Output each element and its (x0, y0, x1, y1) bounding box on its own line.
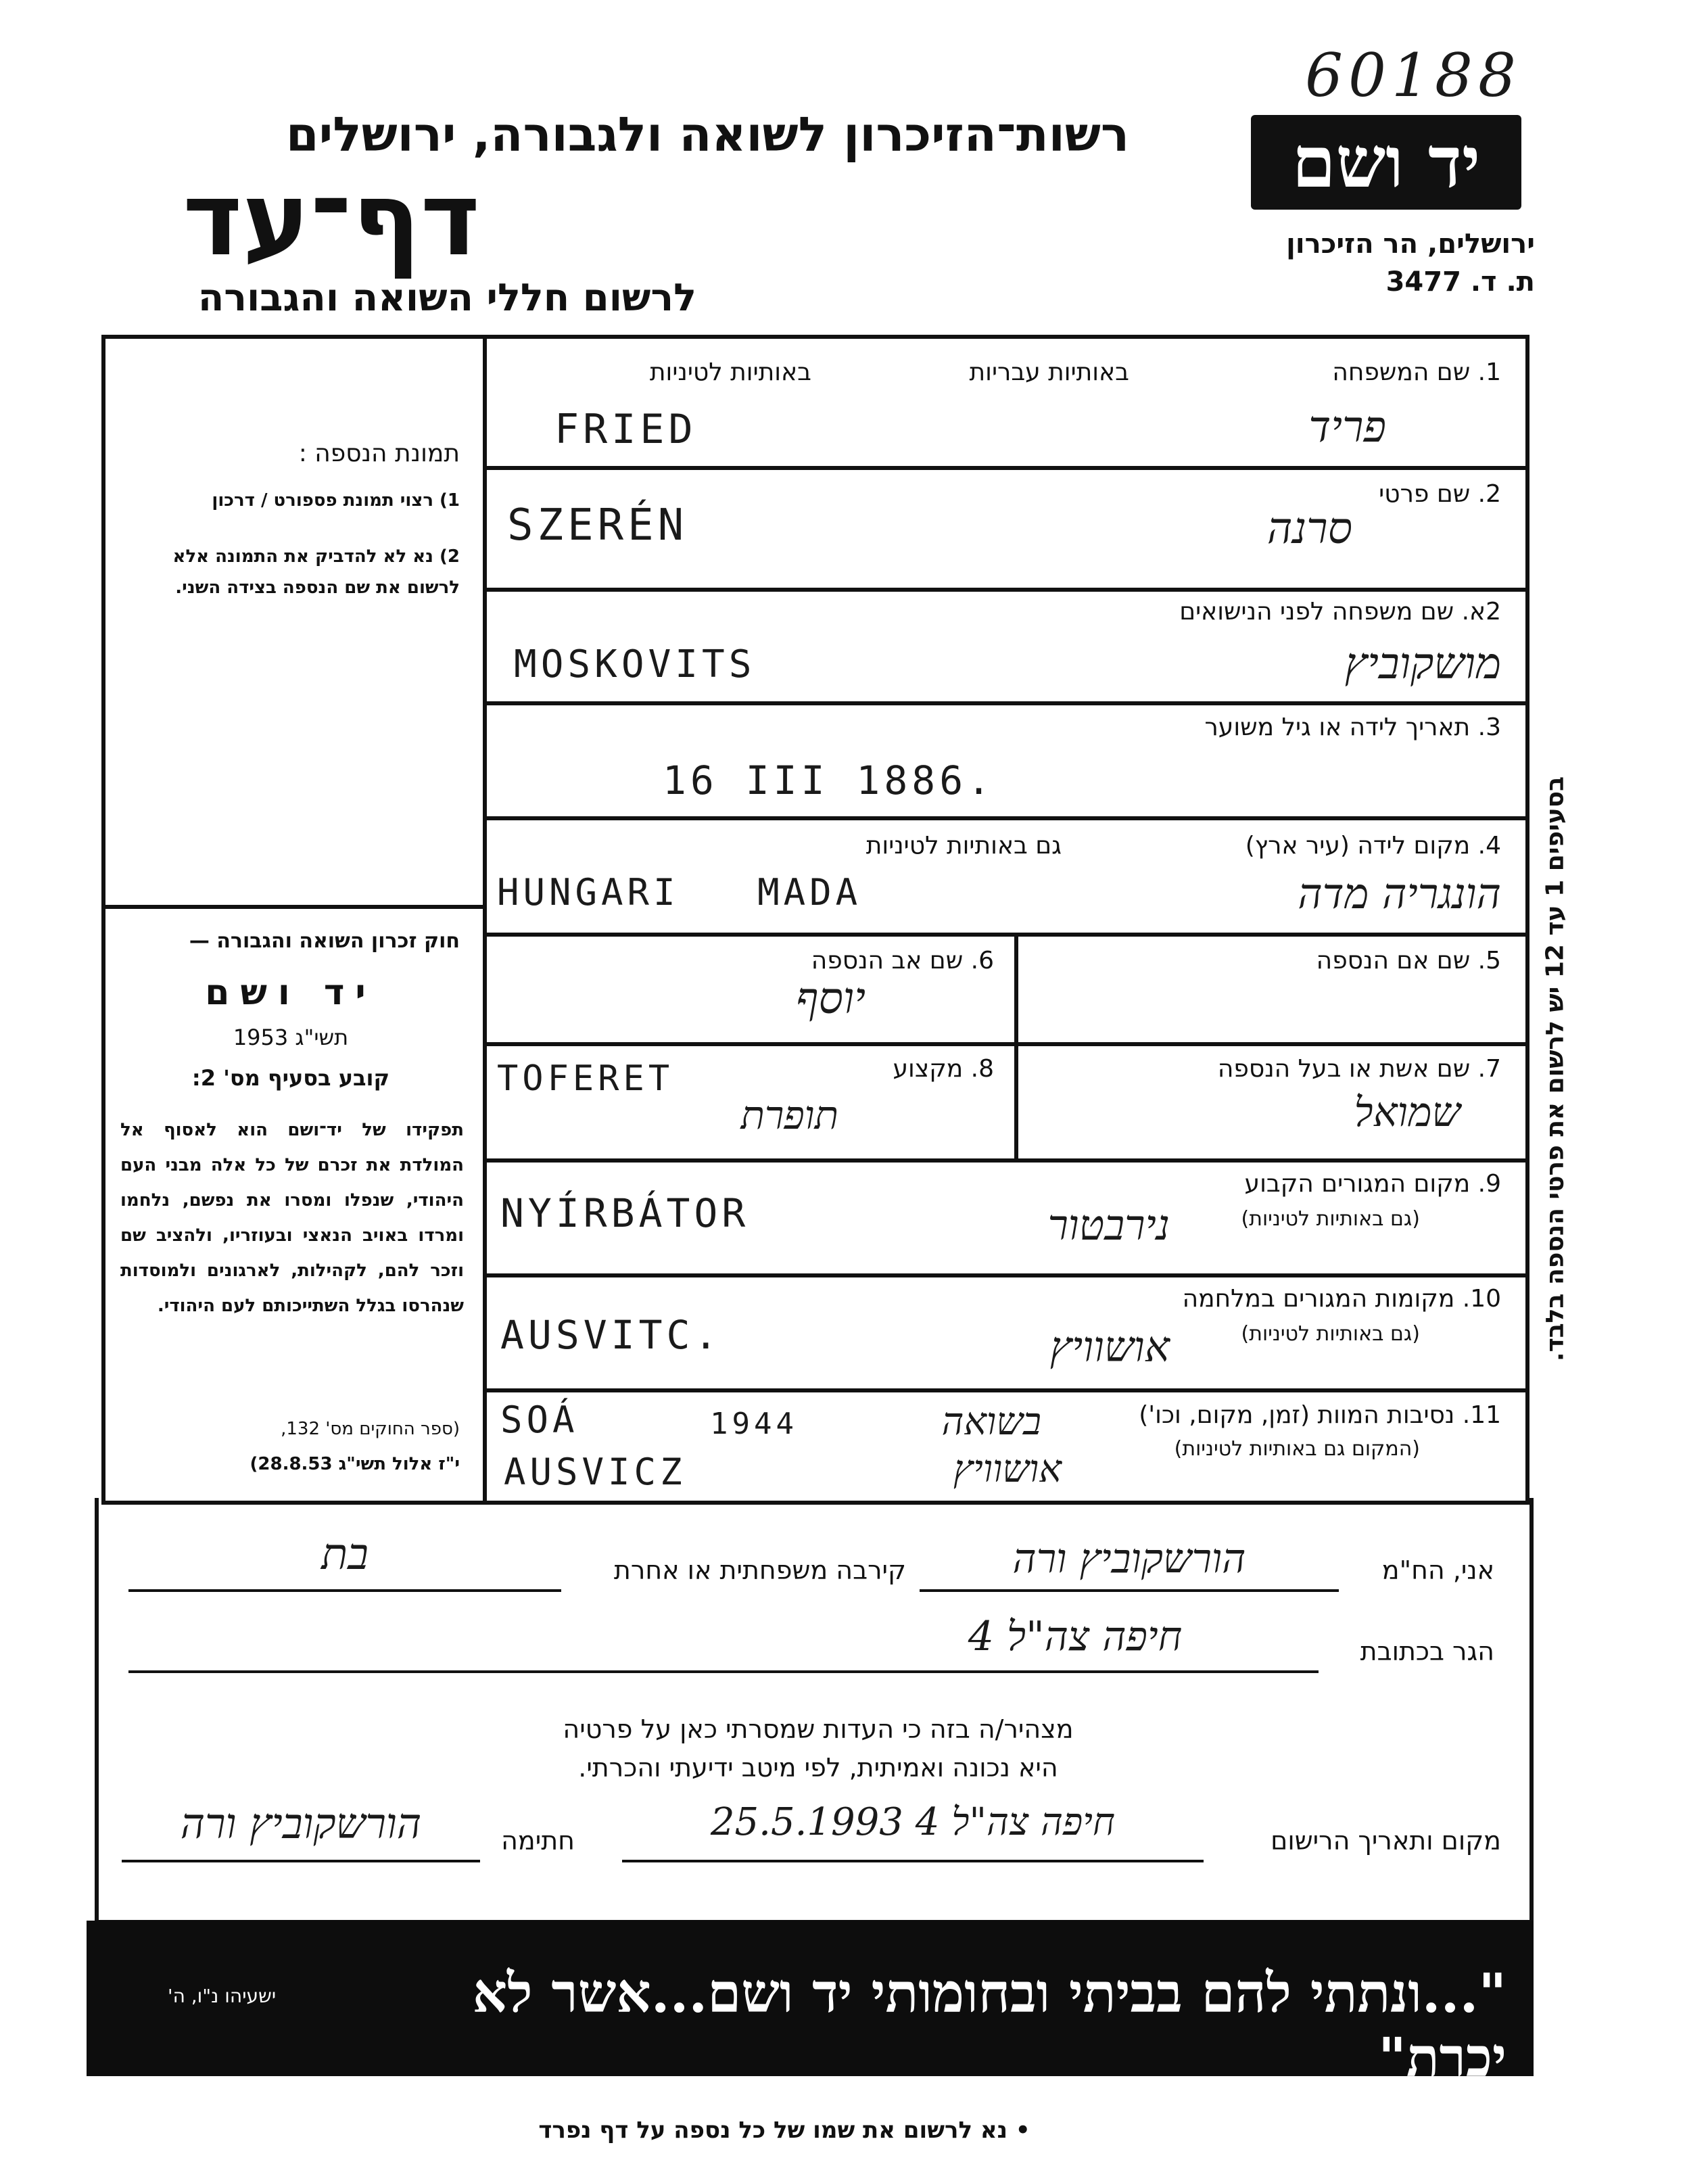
field-10-hebrew-value: אושוויץ (1049, 1322, 1170, 1371)
field-11-year: 1944 (710, 1407, 798, 1441)
field-8-label: 8. מקצוע (893, 1055, 994, 1083)
field-11-latin-value-2: AUSVICZ (504, 1451, 686, 1493)
address-value: חיפה צה"ל 4 (968, 1613, 1183, 1660)
field-1-hebrew-label: באותיות עבריות (969, 358, 1129, 386)
field-6-value: יוסף (796, 974, 865, 1024)
law-reference-2: י"ז אלול תשי"ג 28.8.53) (250, 1454, 460, 1474)
field-4-hebrew-value: הונגריה מדה (1298, 869, 1501, 918)
photo-note-2: 2) נא לא להדביק את התמונה אלא לרשום את שם הנספה בצידה השני. (172, 546, 460, 598)
field-4-latin-value: HUNGARI MADA (497, 871, 862, 914)
photo-note-1: 1) רצוי תמונת פספורט / דרכון (212, 490, 460, 511)
field-1-label: 1. שם המשפחה (1332, 358, 1501, 386)
field-9-sublabel: (גם באותיות לטיניות) (1241, 1207, 1420, 1231)
field-4-latin-label: גם באותיות לטיניות (865, 832, 1062, 860)
address-line-2: ת. ד. 3477 (1385, 266, 1535, 298)
banner-quote: "...ונתתי להם בביתי ובחומותי יד ושם...אשר לא יכרת" (472, 1961, 1507, 2089)
relation-value: בת (321, 1530, 369, 1580)
place-date-label: מקום ותאריך הרישום (1271, 1826, 1501, 1856)
logo-text: יד ושם (1291, 120, 1481, 204)
field-9-hebrew-value: נירבטור (1047, 1200, 1170, 1250)
field-9-label: 9. מקום המגורים הקבוע (1244, 1170, 1501, 1198)
field-3-value: 16 III 1886. (663, 757, 995, 803)
field-4-label: 4. מקום לידה (עיר ארץ) (1245, 832, 1501, 860)
banner-source: ישעיהו נ"ו, ה' (167, 1985, 277, 2007)
field-2-latin-value: SZERÉN (507, 500, 688, 550)
sidebar-horizontal-divider (101, 905, 487, 909)
field-11-latin-value-1: SOÁ (500, 1399, 579, 1441)
field-10-latin-value: AUSVITC. (500, 1312, 722, 1358)
law-reference-1: (ספר החוקים מס' 132, (281, 1419, 460, 1439)
yad-vashem-logo (1251, 115, 1521, 210)
side-instruction: בסעיפים 1 עד 12 יש לרשום את פרטי הנספה בלבד. (1541, 776, 1569, 1362)
form-title: דף־עד (183, 161, 480, 279)
field-2a-latin-value: MOSKOVITS (514, 642, 756, 686)
form-subtitle: לרשום חללי השואה והגבורה (197, 276, 696, 320)
photo-title: תמונת הנספה : (298, 440, 460, 467)
statement-line-1: מצהיר/ה בזה כי העדות שמסרתי כאן על פרטיה (563, 1714, 1074, 1744)
address-line-1: ירושלים, הר הזיכרון (1286, 229, 1535, 260)
statement-line-2: היא נכונה ואמיתית, לפי מיטב ידיעתי והכרתי. (578, 1753, 1058, 1783)
law-header: חוק זכרון השואה והגבורה — (189, 929, 460, 953)
field-11-hebrew-value-1: בשואה (941, 1400, 1041, 1444)
declarant-label: אני, הח"מ (1381, 1555, 1494, 1585)
field-8-hebrew-value: תופרת (740, 1092, 838, 1138)
footer-note-text: נא לרשום את שמו של כל נספה על דף נפרד (538, 2117, 1008, 2144)
address-label: הגר בכתובת (1360, 1637, 1494, 1666)
law-year: תשי"ג 1953 (233, 1025, 349, 1050)
declarant-value: הורשקוביץ ורה (1012, 1535, 1246, 1582)
authority-name: רשות־הזיכרון לשואה ולגבורה, ירושלים (285, 107, 1129, 162)
field-10-label: 10. מקומות המגורים במלחמה (1182, 1285, 1501, 1313)
signature-value: הורשקוביץ ורה (180, 1799, 422, 1848)
field-1-hebrew-value: פריד (1308, 402, 1386, 452)
field-2-label: 2. שם פרטי (1379, 480, 1501, 508)
quote-banner (87, 1921, 1534, 2089)
signature-label: חתימה (501, 1826, 575, 1856)
field-2a-label: 2א. שם משפחה לפני הנישואים (1179, 598, 1501, 626)
field-8-latin-value: TOFERET (497, 1058, 674, 1099)
field-6-label: 6. שם אב הנספה (811, 947, 994, 975)
field-2-hebrew-value: סרנה (1266, 504, 1352, 554)
field-10-sublabel: (גם באותיות לטיניות) (1241, 1322, 1420, 1346)
field-1-latin-label: באותיות לטיניות (649, 358, 811, 386)
relation-label: קירבה משפחתית או אחרת (613, 1555, 906, 1585)
field-7-value: שמואל (1354, 1089, 1461, 1136)
footer-note (406, 2117, 1163, 2144)
field-2a-hebrew-value: מושקוביץ (1344, 639, 1501, 689)
law-clause: קובע בסעיף מס' 2: (191, 1065, 390, 1091)
row-5-8-divider (1014, 937, 1018, 1163)
field-11-sublabel: (המקום גם באותיות לטיניות) (1174, 1437, 1420, 1461)
place-date-value: חיפה צה"ל 4 25.5.1993 (710, 1800, 1116, 1844)
law-name: יד ושם (205, 972, 377, 1013)
footer-bullet-icon: • (1007, 2117, 1030, 2144)
field-9-latin-value: NYÍRBÁTOR (500, 1190, 750, 1236)
law-text: תפקידו של יד־ושם הוא לאסוף אל המולדת את זכרם של כל אלה מבני העם היהודי, שנפלו ומסרו את נפשם, נלחמו ומרדו באויב הנאצי ובעוזריו, ולהציב שם וזכר להם, לקהילות, לארגונים ולמוסדות שנהרסו בגלל השתייכותם לעם היהודי. (120, 1120, 464, 1316)
field-5-label: 5. שם אם הנספה (1316, 947, 1501, 975)
field-7-label: 7. שם אשת או בעל הנספה (1217, 1055, 1501, 1083)
archive-number: 60188 (1305, 41, 1521, 110)
field-11-label: 11. נסיבות המוות (זמן, מקום, וכו') (1139, 1401, 1501, 1429)
field-11-hebrew-value-2: אושוויץ (953, 1447, 1062, 1491)
field-1-latin-value: FRIED (554, 406, 697, 453)
field-3-label: 3. תאריך לידה או גיל משוער (1204, 713, 1501, 741)
